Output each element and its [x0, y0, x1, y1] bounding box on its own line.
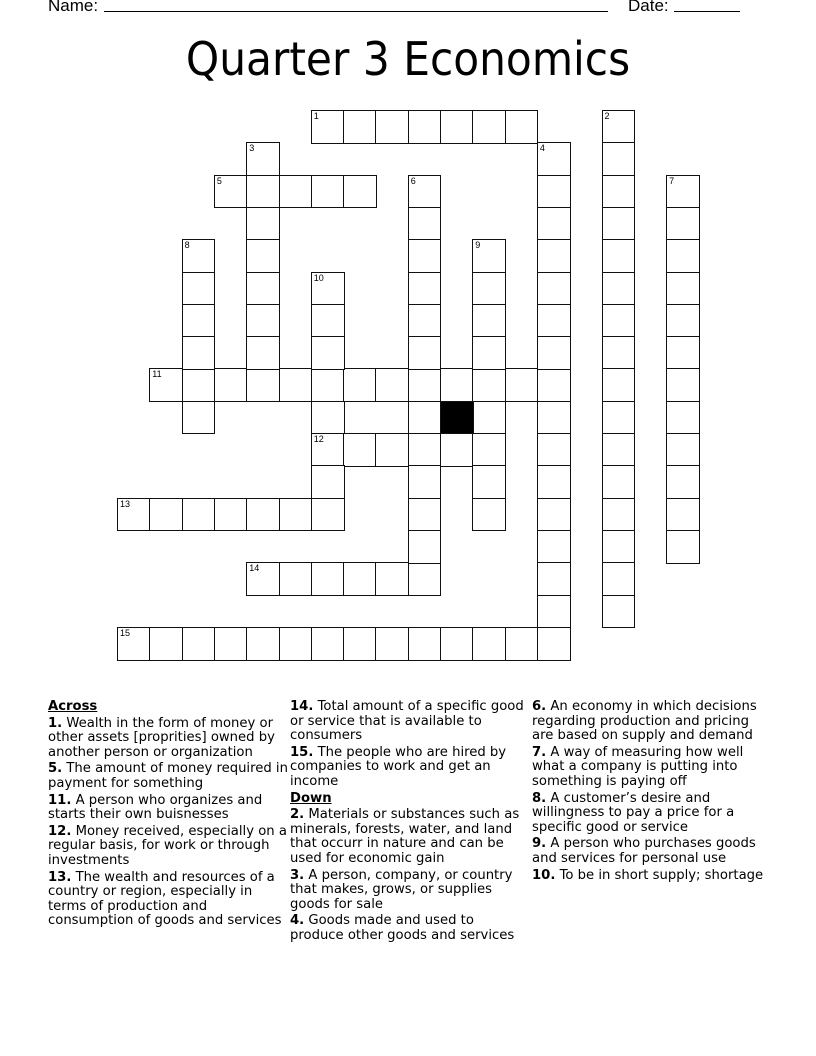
clue-number-label: 10 — [313, 272, 324, 283]
grid-cell[interactable] — [602, 595, 636, 629]
grid-cell[interactable] — [537, 627, 571, 661]
clues-column-3 — [532, 700, 768, 885]
clue-text: Goods made and used to produce other goods and services — [290, 913, 515, 943]
grid-cell[interactable] — [408, 336, 442, 370]
grid-cell[interactable] — [408, 207, 442, 241]
grid-cell[interactable] — [182, 498, 216, 532]
grid-cell[interactable] — [343, 627, 377, 661]
clue-number-label: 14 — [249, 563, 260, 574]
grid-cell[interactable] — [602, 336, 636, 370]
grid-cell[interactable] — [666, 368, 700, 402]
grid-cell[interactable] — [246, 627, 280, 661]
grid-cell[interactable] — [408, 110, 442, 144]
grid-cell[interactable] — [182, 368, 216, 402]
clues-column-2 — [290, 700, 530, 946]
grid-cell[interactable] — [311, 336, 345, 370]
date-label: Date: — [628, 0, 669, 15]
clue-across-12 — [48, 825, 288, 869]
clue-text: The wealth and resources of a country or region, especially in terms of production and consumption of goods and services — [48, 869, 282, 929]
clue-down-6 — [532, 700, 768, 744]
grid-cell[interactable] — [182, 336, 216, 370]
clue-number: 2. — [290, 807, 305, 823]
grid-cell[interactable] — [182, 304, 216, 338]
clue-number-label: 15 — [120, 627, 131, 638]
grid-cell[interactable] — [602, 465, 636, 499]
grid-cell[interactable] — [246, 498, 280, 532]
grid-cell[interactable] — [408, 368, 442, 402]
grid-cell[interactable] — [408, 175, 442, 209]
grid-cell[interactable] — [537, 304, 571, 338]
grid-cell[interactable] — [440, 433, 474, 467]
grid-cell[interactable] — [602, 207, 636, 241]
grid-cell[interactable] — [666, 336, 700, 370]
clue-down-9 — [532, 837, 768, 866]
clues-column-1 — [48, 700, 288, 931]
clue-down-2 — [290, 808, 530, 866]
clue-number: 10. — [532, 867, 556, 883]
grid-cell[interactable] — [666, 465, 700, 499]
clue-text: Total amount of a specific good or service that is available to consumers — [290, 699, 524, 744]
clue-down-8 — [532, 792, 768, 836]
grid-cell[interactable] — [472, 498, 506, 532]
clue-number: 6. — [532, 699, 547, 714]
clue-number: 11. — [48, 792, 72, 808]
grid-cell[interactable] — [311, 175, 345, 209]
grid-cell[interactable] — [343, 562, 377, 596]
grid-cell[interactable] — [472, 465, 506, 499]
grid-cell[interactable] — [472, 272, 506, 306]
grid-cell[interactable] — [537, 433, 571, 467]
grid-cell[interactable] — [343, 368, 377, 402]
grid-cell[interactable] — [666, 272, 700, 306]
grid-cell[interactable] — [311, 465, 345, 499]
clue-number-label: 1 — [313, 111, 319, 121]
clue-text: A person who purchases goods and services for personal use — [532, 836, 756, 866]
grid-cell[interactable] — [440, 368, 474, 402]
grid-cell[interactable] — [246, 336, 280, 370]
clue-number: 14. — [290, 699, 314, 714]
grid-cell[interactable] — [279, 627, 313, 661]
grid-cell[interactable] — [408, 272, 442, 306]
down-heading: Down — [290, 790, 332, 806]
clue-across-1 — [48, 717, 288, 761]
clue-number: 13. — [48, 869, 72, 885]
clue-text: Money received, especially on a regular basis, for work or through investments — [48, 823, 287, 868]
grid-cell[interactable] — [343, 175, 377, 209]
grid-cell[interactable] — [375, 368, 409, 402]
clue-across-5 — [48, 762, 288, 791]
clue-number-label: 3 — [249, 143, 255, 154]
grid-cell[interactable] — [182, 239, 216, 273]
grid-cell[interactable] — [472, 304, 506, 338]
grid-cell[interactable] — [149, 627, 183, 661]
grid-cell[interactable] — [311, 498, 345, 532]
grid-cell[interactable] — [279, 562, 313, 596]
grid-cell[interactable] — [440, 627, 474, 661]
clue-number: 4. — [290, 913, 305, 929]
grid-cell[interactable] — [537, 465, 571, 499]
grid-cell[interactable] — [408, 498, 442, 532]
grid-cell[interactable] — [537, 595, 571, 629]
grid-cell[interactable] — [666, 401, 700, 435]
grid-cell[interactable] — [408, 562, 442, 596]
grid-cell[interactable] — [537, 142, 571, 176]
grid-cell[interactable] — [537, 562, 571, 596]
grid-cell[interactable] — [666, 239, 700, 273]
grid-cell[interactable] — [311, 368, 345, 402]
grid-cell[interactable] — [602, 239, 636, 273]
grid-cell[interactable] — [279, 368, 313, 402]
name-label: Name: — [48, 0, 99, 15]
across-heading: Across — [48, 699, 98, 714]
clue-number: 12. — [48, 823, 72, 839]
grid-cell[interactable] — [343, 433, 377, 467]
grid-cell[interactable] — [182, 272, 216, 306]
grid-cell[interactable] — [408, 465, 442, 499]
grid-cell[interactable] — [472, 336, 506, 370]
clue-number: 5. — [48, 761, 63, 777]
clue-number: 3. — [290, 867, 305, 883]
clue-number: 15. — [290, 744, 314, 760]
grid-cell[interactable] — [279, 498, 313, 532]
clue-number-label: 4 — [539, 143, 545, 154]
grid-cell[interactable] — [279, 175, 313, 209]
grid-cell[interactable] — [311, 272, 345, 306]
grid-cell[interactable] — [246, 368, 280, 402]
clue-text: An economy in which decisions regarding production and pricing are based on supply and demand — [532, 699, 757, 744]
grid-cell[interactable] — [666, 530, 700, 564]
grid-cell[interactable] — [537, 239, 571, 273]
grid-cell[interactable] — [666, 433, 700, 467]
clue-number-label: 8 — [184, 240, 190, 251]
grid-cell[interactable] — [182, 627, 216, 661]
grid-cell[interactable] — [505, 368, 539, 402]
clue-text: Wealth in the form of money or other assets [proprities] owned by another person or organization — [48, 715, 275, 760]
grid-cell[interactable] — [408, 304, 442, 338]
grid-cell[interactable] — [537, 368, 571, 402]
grid-cell[interactable] — [408, 401, 442, 435]
clue-text: To be in short supply; shortage — [555, 867, 764, 883]
clue-down-7 — [532, 746, 768, 790]
grid-cell[interactable] — [666, 304, 700, 338]
clue-number: 7. — [532, 744, 547, 760]
clue-text: A person who organizes and starts their own buisnesses — [48, 792, 263, 823]
clue-down-3 — [290, 869, 530, 913]
grid-cell[interactable] — [602, 272, 636, 306]
grid-cell[interactable] — [149, 368, 183, 402]
clue-across-13 — [48, 871, 288, 929]
grid-cell[interactable] — [311, 627, 345, 661]
grid-cell[interactable] — [666, 498, 700, 532]
grid-cell[interactable] — [602, 562, 636, 596]
grid-cell[interactable] — [537, 272, 571, 306]
grid-cell[interactable] — [246, 142, 280, 176]
grid-cell[interactable] — [375, 433, 409, 467]
clue-text: A way of measuring how well what a company is putting into something is paying off — [532, 744, 744, 789]
clue-across-14 — [290, 700, 530, 744]
grid-cell[interactable] — [505, 110, 539, 144]
grid-cell[interactable] — [602, 498, 636, 532]
grid-cell[interactable] — [537, 207, 571, 241]
grid-cell[interactable] — [408, 530, 442, 564]
grid-cell[interactable] — [602, 110, 636, 144]
clue-number-label: 9 — [475, 240, 481, 251]
clue-text: The people who are hired by companies to work and get an income — [290, 744, 507, 789]
grid-cell[interactable] — [311, 562, 345, 596]
clue-number-label: 12 — [313, 434, 324, 444]
grid-cell[interactable] — [602, 530, 636, 564]
grid-cell[interactable] — [375, 627, 409, 661]
grid-cell[interactable] — [117, 627, 151, 661]
grid-cell[interactable] — [311, 304, 345, 338]
clue-number-label: 13 — [120, 498, 131, 509]
grid-cell[interactable] — [537, 175, 571, 209]
grid-cell[interactable] — [375, 110, 409, 144]
grid-cell[interactable] — [440, 110, 474, 144]
grid-cell[interactable] — [408, 239, 442, 273]
clue-number: 9. — [532, 836, 547, 852]
grid-cell[interactable] — [602, 304, 636, 338]
grid-cell[interactable] — [537, 530, 571, 564]
grid-cell[interactable] — [311, 401, 345, 435]
grid-cell[interactable] — [472, 239, 506, 273]
grid-cell[interactable] — [408, 627, 442, 661]
grid-cell[interactable] — [246, 562, 280, 596]
grid-cell[interactable] — [246, 175, 280, 209]
grid-cell[interactable] — [472, 433, 506, 467]
grid-cell[interactable] — [666, 207, 700, 241]
clue-number: 1. — [48, 715, 63, 731]
grid-cell[interactable] — [472, 368, 506, 402]
grid-cell[interactable] — [505, 627, 539, 661]
clue-number: 8. — [532, 790, 547, 806]
clue-number-label: 5 — [216, 175, 222, 186]
clue-number-label: 11 — [152, 369, 162, 380]
grid-cell[interactable] — [602, 401, 636, 435]
grid-cell[interactable] — [375, 562, 409, 596]
grid-cell[interactable] — [408, 433, 442, 467]
grid-cell[interactable] — [246, 239, 280, 273]
grid-cell[interactable] — [537, 401, 571, 435]
grid-cell[interactable] — [537, 336, 571, 370]
grid-cell[interactable] — [472, 627, 506, 661]
grid-cell[interactable] — [537, 498, 571, 532]
clue-across-11 — [48, 794, 288, 823]
grid-cell[interactable] — [246, 207, 280, 241]
grid-cell[interactable] — [182, 401, 216, 435]
grid-cell[interactable] — [472, 401, 506, 435]
grid-cell[interactable] — [246, 304, 280, 338]
grid-cell[interactable] — [602, 175, 636, 209]
clue-number-label: 2 — [604, 111, 610, 121]
grid-cell[interactable] — [311, 433, 345, 467]
grid-cell[interactable] — [602, 142, 636, 176]
page-title: Quarter 3 Economics — [185, 32, 631, 86]
clue-number-label: 7 — [669, 175, 675, 186]
clue-text: The amount of money required in payment for something — [48, 761, 288, 791]
grid-cell[interactable] — [472, 110, 506, 144]
grid-cell[interactable] — [149, 498, 183, 532]
grid-cell[interactable] — [214, 175, 248, 209]
grid-cell[interactable] — [311, 110, 345, 144]
clue-down-4 — [290, 914, 530, 943]
clue-down-10 — [532, 869, 768, 884]
grid-cell[interactable] — [117, 498, 151, 532]
clue-number-label: 6 — [410, 175, 416, 186]
grid-cell[interactable] — [214, 627, 248, 661]
grid-cell[interactable] — [246, 272, 280, 306]
grid-cell[interactable] — [666, 175, 700, 209]
grid-cell[interactable] — [343, 110, 377, 144]
clue-text: Materials or substances such as minerals, forests, water, and land that occurr in nature and can be used for economic gain — [290, 807, 520, 866]
clue-across-15 — [290, 746, 530, 790]
clue-text: A person, company, or country that makes, grows, or supplies goods for sale — [290, 867, 513, 912]
clue-text: A customer’s desire and willingness to pay a price for a specific good or service — [532, 790, 735, 835]
grid-cell[interactable] — [214, 498, 248, 532]
grid-cell[interactable] — [214, 368, 248, 402]
grid-cell[interactable] — [602, 368, 636, 402]
grid-cell[interactable] — [602, 433, 636, 467]
black-cell — [440, 401, 474, 435]
